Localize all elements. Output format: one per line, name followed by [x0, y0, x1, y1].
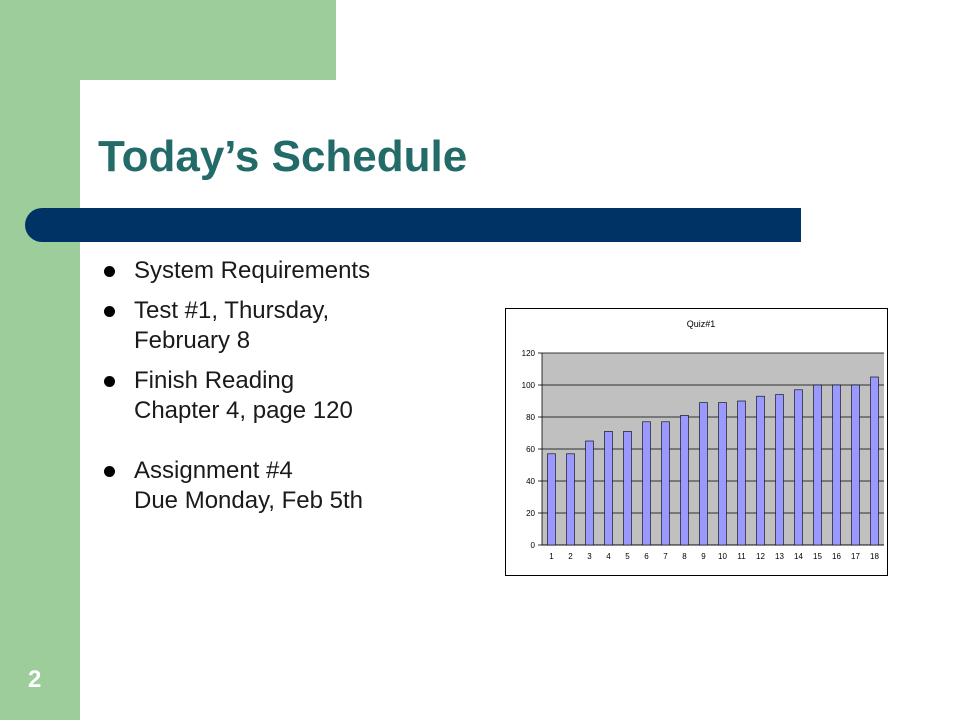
- bullet-text: Chapter 4, page 120: [134, 397, 353, 424]
- x-tick-label: 11: [737, 552, 746, 561]
- bullet-text: Due Monday, Feb 5th: [134, 487, 364, 514]
- y-tick-label: 20: [526, 509, 535, 518]
- x-tick-label: 15: [813, 552, 822, 561]
- bullet-dot-icon: [104, 466, 115, 477]
- y-tick-label: 100: [521, 381, 535, 390]
- bar: [852, 385, 860, 545]
- bullet-text: Finish Reading: [134, 367, 295, 394]
- bullet-list: [104, 256, 370, 526]
- y-tick-label: 80: [526, 413, 535, 422]
- bullet-item: [104, 456, 370, 516]
- x-tick-label: 10: [718, 552, 727, 561]
- x-tick-label: 14: [794, 552, 803, 561]
- bullet-text: Assignment #4: [134, 457, 293, 484]
- x-tick-label: 3: [587, 552, 592, 561]
- bar: [624, 431, 632, 545]
- y-tick-label: 60: [526, 445, 535, 454]
- x-tick-label: 2: [568, 552, 573, 561]
- bar: [833, 385, 841, 545]
- bullet-dot-icon: [104, 376, 115, 387]
- x-tick-label: 18: [870, 552, 879, 561]
- chart-title: Quiz#1: [686, 319, 716, 329]
- bullet-item: [104, 256, 370, 286]
- bar: [814, 385, 822, 545]
- bar: [738, 401, 746, 545]
- left-accent-strip: [0, 0, 80, 720]
- slide-title: Today’s Schedule: [98, 132, 468, 181]
- bar: [719, 403, 727, 545]
- bar: [700, 403, 708, 545]
- y-tick-label: 0: [530, 541, 535, 550]
- bullet-dot-icon: [104, 306, 115, 317]
- bullet-text: February 8: [134, 327, 251, 354]
- bar: [548, 454, 556, 545]
- x-tick-label: 5: [625, 552, 630, 561]
- x-tick-label: 7: [663, 552, 668, 561]
- y-tick-label: 120: [521, 349, 535, 358]
- y-tick-label: 40: [526, 477, 535, 486]
- bar: [795, 390, 803, 545]
- bullet-text: Test #1, Thursday,: [134, 297, 330, 324]
- slide-number: 2: [28, 666, 42, 693]
- x-tick-label: 1: [549, 552, 554, 561]
- x-tick-label: 12: [756, 552, 765, 561]
- x-tick-label: 16: [832, 552, 841, 561]
- bar: [757, 396, 765, 545]
- title-rule-bar: [25, 208, 801, 242]
- quiz-chart-svg: [506, 309, 887, 575]
- bar: [643, 422, 651, 545]
- bar: [605, 431, 613, 545]
- x-tick-label: 6: [644, 552, 649, 561]
- bullet-item: [104, 296, 370, 356]
- x-tick-label: 17: [851, 552, 860, 561]
- x-tick-label: 13: [775, 552, 784, 561]
- bar: [662, 422, 670, 545]
- bar: [567, 454, 575, 545]
- quiz-chart: [505, 308, 888, 576]
- x-tick-label: 4: [606, 552, 611, 561]
- bullet-item: [104, 366, 370, 426]
- top-accent-strip: [0, 0, 336, 80]
- bar: [871, 377, 879, 545]
- bar: [586, 441, 594, 545]
- bullet-text: System Requirements: [134, 257, 371, 284]
- x-tick-label: 9: [701, 552, 706, 561]
- x-tick-label: 8: [682, 552, 687, 561]
- bar: [776, 395, 784, 545]
- bar: [681, 415, 689, 545]
- bullet-dot-icon: [104, 266, 115, 277]
